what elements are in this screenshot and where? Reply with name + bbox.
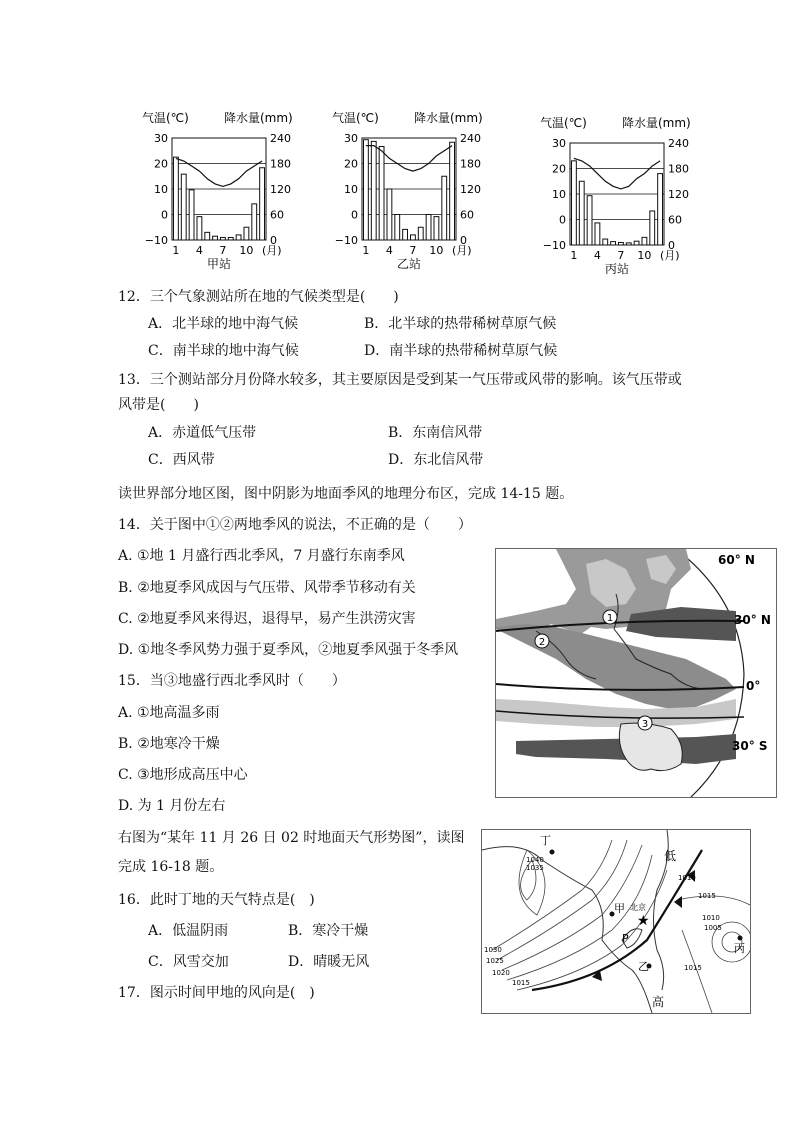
precip-bar	[213, 236, 218, 240]
x-tick-label: 1	[570, 249, 578, 262]
coastline-west	[482, 847, 652, 1013]
precip-bar	[387, 189, 392, 240]
q17-stem: 17．图示时间甲地的风向是( )	[118, 985, 315, 1001]
q12-option-a: A．北半球的地中海气候	[148, 316, 299, 332]
y-left-tick-label: 10	[344, 183, 358, 196]
isobar-label-1030: 1030	[484, 946, 502, 954]
precip-bar	[642, 237, 647, 245]
x-unit-label: (月)	[262, 244, 282, 257]
isobar-label-1040: 1040	[526, 856, 544, 864]
q14-option-b: B. ②地夏季风成因与气压带、风带季节移动有关	[118, 580, 416, 596]
y-right-tick-label: 60	[270, 208, 284, 222]
precip-bar	[205, 232, 210, 240]
y-right-tick-label: 240	[270, 132, 291, 145]
isobar-4	[507, 855, 652, 980]
label-60n: 60° N	[718, 553, 755, 567]
right-axis-title: 降水量(mm)	[224, 111, 293, 125]
precip-bar	[221, 237, 226, 240]
y-right-tick-label: 0	[668, 239, 675, 252]
isobar-label-1035: 1035	[526, 864, 544, 872]
weather-map-svg	[482, 830, 750, 1013]
isobar-label-1010: 1010	[678, 874, 696, 882]
y-right-tick-label: 120	[270, 183, 291, 196]
y-left-tick-label: 30	[344, 132, 358, 145]
y-left-tick-label: 0	[161, 208, 168, 222]
isobar-2	[497, 840, 627, 960]
precip-bar	[426, 215, 431, 241]
q16-option-a: A．低温阴雨	[148, 923, 229, 939]
precip-bar	[371, 141, 376, 240]
isobar-1	[492, 840, 612, 950]
q14-option-a: A. ①地 1 月盛行西北季风，7 月盛行东南季风	[118, 548, 405, 564]
x-unit-label: (月)	[452, 244, 472, 257]
marker-3-label: 3	[641, 719, 649, 730]
precip-bar	[403, 229, 408, 240]
beijing-star-icon: ★	[637, 913, 650, 929]
label-bing: 丙	[734, 942, 745, 955]
station-name: 乙站	[396, 257, 422, 271]
y-right-tick-label: 60	[668, 213, 682, 227]
label-ding: 丁	[540, 834, 551, 847]
x-tick-label: 4	[385, 244, 393, 257]
isobar-label-1015-south: 1015	[684, 964, 702, 972]
q12-option-b: B．北半球的热带稀树草原气候	[364, 316, 557, 332]
climate-chart-yi-svg	[330, 108, 490, 273]
y-right-tick-label: 180	[270, 157, 291, 171]
q12-stem: 12．三个气象测站所在地的气候类型是( )	[118, 289, 399, 305]
y-left-tick-label: 20	[344, 157, 358, 171]
precip-bar	[174, 157, 179, 240]
y-left-tick-label: 10	[154, 183, 168, 196]
precip-bar	[587, 196, 592, 245]
x-tick-label: 10	[637, 249, 652, 262]
y-left-tick-label: 20	[552, 162, 566, 176]
q13-option-d: D．东北信风带	[388, 452, 484, 468]
marker-1-label: 1	[606, 613, 614, 624]
label-high: 高	[652, 995, 665, 1009]
x-tick-label: 10	[239, 244, 254, 257]
y-right-tick-label: 240	[460, 132, 481, 145]
q14-stem: 14．关于图中①②两地季风的说法，不正确的是（ ）	[118, 517, 472, 533]
q15-stem: 15．当③地盛行西北季风时（ ）	[118, 673, 346, 689]
y-right-tick-label: 180	[668, 162, 689, 176]
isobar-label-1010-east: 1010	[702, 914, 720, 922]
y-left-tick-label: −10	[144, 234, 168, 247]
precip-bar	[650, 211, 655, 245]
precip-bar	[634, 241, 639, 245]
climate-chart-jia-svg	[140, 108, 300, 273]
y-right-tick-label: 60	[460, 208, 474, 222]
right-axis-title: 降水量(mm)	[622, 116, 691, 130]
label-0: 0°	[746, 679, 761, 693]
y-right-tick-label: 120	[460, 183, 481, 196]
y-left-tick-label: 30	[154, 132, 168, 145]
monsoon-map-svg	[496, 549, 776, 797]
precip-bar	[434, 217, 439, 240]
monsoon-map	[495, 548, 777, 798]
y-left-tick-label: 0	[351, 208, 358, 222]
x-tick-label: 4	[195, 244, 203, 257]
right-axis-title: 降水量(mm)	[414, 111, 483, 125]
q15-option-c: C. ③地形成高压中心	[118, 767, 248, 783]
x-tick-label: 1	[172, 244, 180, 257]
australia	[619, 723, 682, 770]
precip-bar	[626, 243, 631, 245]
q14-option-c: C. ②地夏季风来得迟，退得早，易产生洪涝灾害	[118, 611, 416, 627]
label-yi: 乙	[638, 960, 649, 973]
label-jia: 甲	[614, 902, 625, 915]
label-low: 低	[664, 849, 677, 863]
y-right-tick-label: 120	[668, 188, 689, 201]
weather-map	[481, 829, 751, 1014]
y-left-tick-label: −10	[542, 239, 566, 252]
isobar-label-1020: 1020	[492, 969, 510, 977]
precip-bar	[252, 204, 257, 240]
q14-option-d: D. ①地冬季风势力强于夏季风，②地夏季风强于冬季风	[118, 642, 459, 658]
precip-bar	[418, 227, 423, 240]
intro-16-18-line1: 右图为“某年 11 月 26 日 02 时地面天气形势图”，读图	[118, 830, 465, 846]
climate-chart-bing	[538, 113, 708, 281]
precip-bar	[181, 174, 186, 240]
y-right-tick-label: 0	[270, 234, 277, 247]
cold-front	[532, 850, 702, 990]
y-left-tick-label: 30	[552, 137, 566, 150]
precip-bar	[189, 190, 194, 240]
station-name: 丙站	[604, 262, 630, 276]
label-p: P	[622, 932, 629, 945]
q15-option-a: A. ①地高温多雨	[118, 705, 220, 721]
q12-option-d: D．南半球的热带稀树草原气候	[364, 343, 558, 359]
left-axis-title: 气温(℃)	[332, 111, 379, 125]
q13-stem-line2: 风带是( )	[118, 397, 199, 413]
precip-bar	[364, 140, 369, 240]
x-unit-label: (月)	[660, 249, 680, 262]
label-30n: 30° N	[734, 613, 771, 627]
precip-bar	[228, 237, 233, 240]
precip-bar	[395, 215, 400, 241]
q15-option-b: B. ②地寒冷干燥	[118, 736, 220, 752]
isobar-label-1025: 1025	[486, 957, 504, 965]
climate-chart-yi	[330, 108, 490, 273]
marker-2-label: 2	[538, 637, 546, 648]
y-right-tick-label: 0	[460, 234, 467, 247]
point-ding	[550, 850, 555, 855]
temperature-line	[176, 158, 262, 186]
intro-14-15: 读世界部分地区图，图中阴影为地面季风的地理分布区，完成 14-15 题。	[118, 486, 574, 502]
climate-chart-jia	[140, 108, 300, 273]
climate-chart-bing-svg	[538, 113, 708, 281]
precip-bar	[603, 239, 608, 245]
precip-bar	[236, 235, 241, 240]
isobar-label-1015-east: 1015	[698, 892, 716, 900]
precip-bar	[260, 168, 265, 240]
y-left-tick-label: −10	[334, 234, 358, 247]
q16-option-b: B．寒冷干燥	[288, 923, 369, 939]
precip-bar	[442, 176, 447, 240]
point-bing	[738, 936, 743, 941]
y-right-tick-label: 180	[460, 157, 481, 171]
y-right-tick-label: 240	[668, 137, 689, 150]
x-tick-label: 7	[617, 249, 625, 262]
precip-bar	[658, 174, 663, 245]
precip-bar	[579, 181, 584, 245]
y-left-tick-label: 10	[552, 188, 566, 201]
precip-bar	[244, 227, 249, 240]
precip-bar	[595, 223, 600, 245]
precip-bar	[572, 161, 577, 245]
precip-bar	[379, 147, 384, 241]
front-triangle-2	[674, 896, 682, 908]
label-beijing: 北京	[630, 903, 646, 912]
precip-bar	[411, 235, 416, 240]
q16-option-c: C．风雪交加	[148, 954, 229, 970]
q13-option-b: B．东南信风带	[388, 425, 483, 441]
y-left-tick-label: 0	[559, 213, 566, 227]
precip-bar	[611, 242, 616, 245]
precip-bar	[619, 242, 624, 245]
q12-option-c: C．南半球的地中海气候	[148, 343, 299, 359]
x-tick-label: 4	[593, 249, 601, 262]
precip-bar	[450, 142, 455, 240]
isobar-label-1015: 1015	[512, 979, 530, 987]
q13-option-a: A．赤道低气压带	[148, 425, 257, 441]
intro-16-18-line2: 完成 16-18 题。	[118, 859, 224, 875]
temperature-line	[574, 158, 660, 189]
x-tick-label: 7	[219, 244, 227, 257]
x-tick-label: 7	[409, 244, 417, 257]
left-axis-title: 气温(℃)	[540, 116, 587, 130]
precip-bar	[197, 217, 202, 240]
q13-stem-line1: 13．三个测站部分月份降水较多，其主要原因是受到某一气压带或风带的影响。该气压带或	[118, 372, 682, 388]
isobar-label-1005: 1005	[704, 924, 722, 932]
q15-option-d: D. 为 1 月份左右	[118, 798, 226, 814]
x-tick-label: 10	[429, 244, 444, 257]
y-left-tick-label: 20	[154, 157, 168, 171]
q13-option-c: C．西风带	[148, 452, 215, 468]
left-axis-title: 气温(℃)	[142, 111, 189, 125]
q16-option-d: D．晴暖无风	[288, 954, 370, 970]
label-30s: 30° S	[732, 739, 768, 753]
q16-stem: 16．此时丁地的天气特点是( )	[118, 892, 315, 908]
x-tick-label: 1	[362, 244, 370, 257]
station-name: 甲站	[206, 257, 232, 271]
